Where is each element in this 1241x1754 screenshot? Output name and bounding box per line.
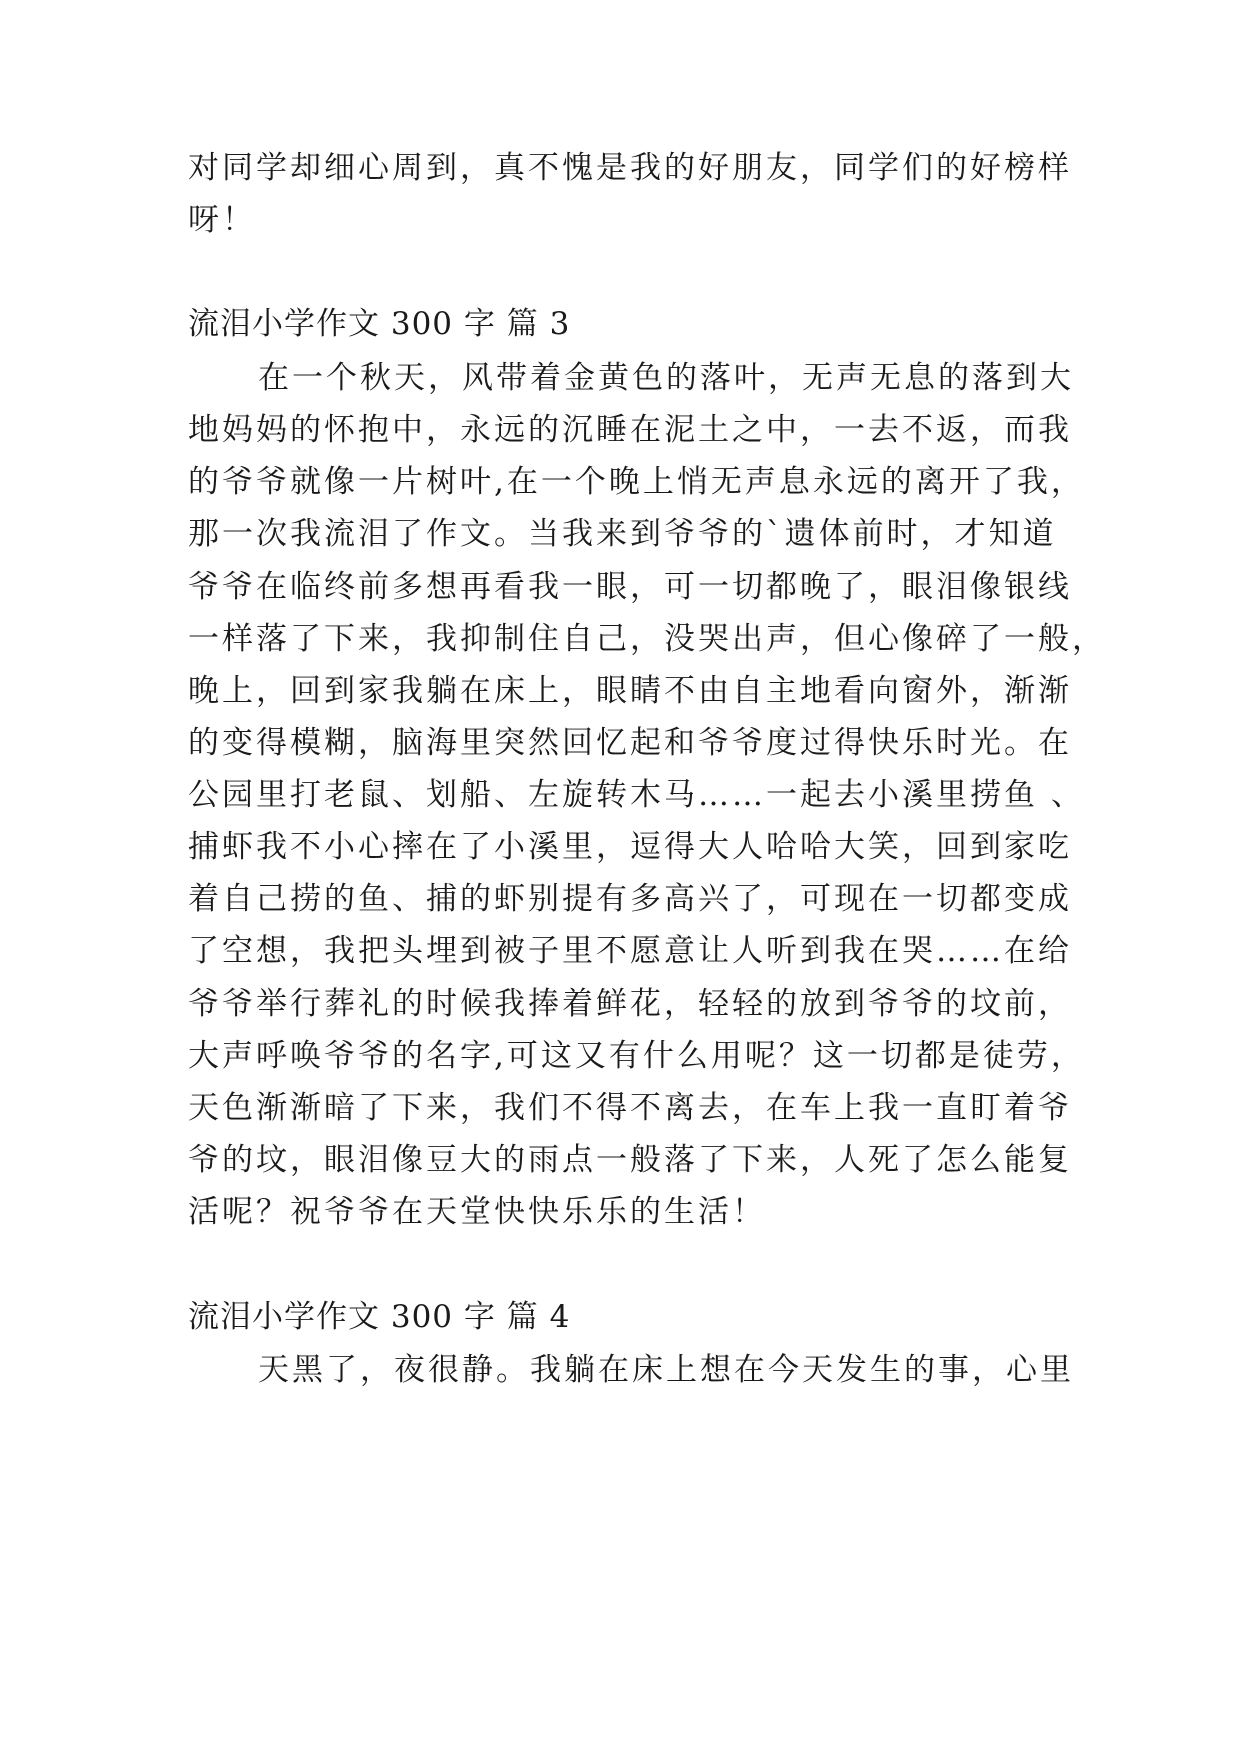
paragraph-line: 在一个秋天，风带着金黄色的落叶，无声无息的落到大 xyxy=(258,360,1074,396)
paragraph-line: 对同学却细心周到，真不愧是我的好朋友，同学们的好榜样 xyxy=(188,150,1072,186)
paragraph-line: 晚上，回到家我躺在床上，眼睛不由自主地看向窗外，渐渐 xyxy=(188,673,1072,709)
paragraph-line: 着自己捞的鱼、捕的虾别提有多高兴了，可现在一切都变成 xyxy=(188,881,1072,917)
paragraph-line: 的变得模糊，脑海里突然回忆起和爷爷度过得快乐时光。在 xyxy=(188,725,1072,761)
paragraph-line: 一样落了下来，我抑制住自己，没哭出声，但心像碎了一般， xyxy=(188,621,1106,657)
paragraph-line: 捕虾我不小心摔在了小溪里，逗得大人哈哈大笑，回到家吃 xyxy=(188,829,1072,865)
paragraph-line: 爷的坟，眼泪像豆大的雨点一般落了下来，人死了怎么能复 xyxy=(188,1142,1072,1178)
paragraph-line: 天色渐渐暗了下来，我们不得不离去，在车上我一直盯着爷 xyxy=(188,1090,1072,1126)
paragraph-line: 了空想，我把头埋到被子里不愿意让人听到我在哭……在给 xyxy=(188,933,1072,969)
paragraph-line: 大声呼唤爷爷的名字,可这又有什么用呢？这一切都是徒劳， xyxy=(188,1038,1085,1074)
paragraph-line: 的爷爷就像一片树叶,在一个晚上悄无声息永远的离开了我， xyxy=(188,464,1085,500)
paragraph-line: 爷爷举行葬礼的时候我捧着鲜花，轻轻的放到爷爷的坟前， xyxy=(188,986,1072,1022)
paragraph-line: 呀！ xyxy=(188,202,256,238)
paragraph-line: 公园里打老鼠、划船、左旋转木马……一起去小溪里捞鱼 、 xyxy=(188,777,1085,813)
section-heading: 流泪小学作文 300 字 篇 4 xyxy=(188,1299,571,1335)
paragraph-line: 地妈妈的怀抱中，永远的沉睡在泥土之中，一去不返，而我 xyxy=(188,412,1072,448)
paragraph-line: 活呢？祝爷爷在天堂快快乐乐的生活！ xyxy=(188,1194,766,1230)
paragraph-line: 天黑了，夜很静。我躺在床上想在今天发生的事，心里 xyxy=(258,1352,1074,1388)
paragraph-line: 那一次我流泪了作文。当我来到爷爷的`遗体前时，才知道 xyxy=(188,516,1057,552)
paragraph-line: 爷爷在临终前多想再看我一眼，可一切都晚了，眼泪像银线 xyxy=(188,569,1072,605)
section-heading: 流泪小学作文 300 字 篇 3 xyxy=(188,306,571,342)
